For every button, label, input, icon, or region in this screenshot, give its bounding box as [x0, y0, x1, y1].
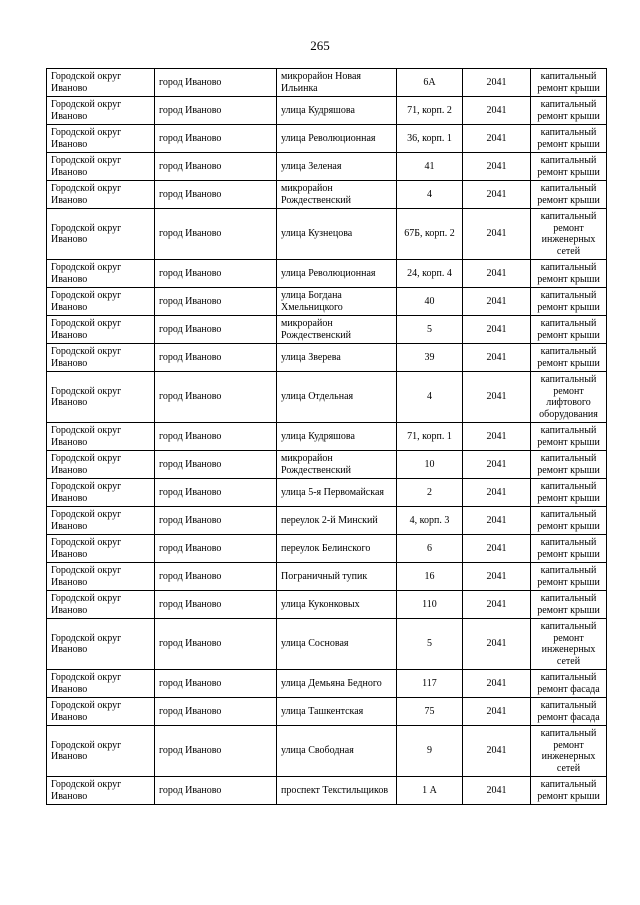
- cell-street: микрорайон Новая Ильинка: [277, 69, 397, 97]
- cell-year: 2041: [463, 451, 531, 479]
- cell-street: улица Революционная: [277, 125, 397, 153]
- cell-okrug: Городской округ Иваново: [47, 698, 155, 726]
- cell-house: 67Б, корп. 2: [397, 209, 463, 260]
- table-row: [47, 777, 607, 805]
- cell-okrug: Городской округ Иваново: [47, 260, 155, 288]
- cell-okrug: Городской округ Иваново: [47, 619, 155, 670]
- table-row: [47, 344, 607, 372]
- cell-year: 2041: [463, 153, 531, 181]
- cell-city: город Иваново: [155, 153, 277, 181]
- cell-work: капитальный ремонт крыши: [531, 591, 607, 619]
- cell-house: 40: [397, 288, 463, 316]
- cell-house: 36, корп. 1: [397, 125, 463, 153]
- cell-house: 4: [397, 372, 463, 423]
- cell-year: 2041: [463, 69, 531, 97]
- cell-city: город Иваново: [155, 316, 277, 344]
- cell-city: город Иваново: [155, 372, 277, 423]
- table-row: [47, 726, 607, 777]
- cell-house: 5: [397, 619, 463, 670]
- cell-house: 71, корп. 2: [397, 97, 463, 125]
- cell-okrug: Городской округ Иваново: [47, 372, 155, 423]
- table-row: [47, 451, 607, 479]
- cell-city: город Иваново: [155, 619, 277, 670]
- table-row: [47, 507, 607, 535]
- cell-street: улица Кудряшова: [277, 97, 397, 125]
- cell-okrug: Городской округ Иваново: [47, 288, 155, 316]
- cell-house: 16: [397, 563, 463, 591]
- cell-street: улица Богдана Хмельницкого: [277, 288, 397, 316]
- cell-year: 2041: [463, 423, 531, 451]
- cell-house: 39: [397, 344, 463, 372]
- cell-house: 1 А: [397, 777, 463, 805]
- cell-work: капитальный ремонт крыши: [531, 181, 607, 209]
- cell-work: капитальный ремонт крыши: [531, 423, 607, 451]
- cell-year: 2041: [463, 260, 531, 288]
- cell-house: 2: [397, 479, 463, 507]
- cell-street: улица Зеленая: [277, 153, 397, 181]
- cell-okrug: Городской округ Иваново: [47, 209, 155, 260]
- cell-work: капитальный ремонт крыши: [531, 563, 607, 591]
- cell-okrug: Городской округ Иваново: [47, 726, 155, 777]
- cell-okrug: Городской округ Иваново: [47, 344, 155, 372]
- cell-work: капитальный ремонт крыши: [531, 125, 607, 153]
- cell-work: капитальный ремонт лифтового оборудования: [531, 372, 607, 423]
- cell-house: 71, корп. 1: [397, 423, 463, 451]
- cell-house: 75: [397, 698, 463, 726]
- cell-work: капитальный ремонт крыши: [531, 288, 607, 316]
- cell-street: улица Куконковых: [277, 591, 397, 619]
- table-row: [47, 698, 607, 726]
- cell-year: 2041: [463, 698, 531, 726]
- cell-okrug: Городской округ Иваново: [47, 479, 155, 507]
- cell-work: капитальный ремонт крыши: [531, 316, 607, 344]
- page-number: 265: [310, 38, 330, 53]
- cell-work: капитальный ремонт инженерных сетей: [531, 726, 607, 777]
- cell-okrug: Городской округ Иваново: [47, 153, 155, 181]
- cell-work: капитальный ремонт крыши: [531, 535, 607, 563]
- cell-okrug: Городской округ Иваново: [47, 316, 155, 344]
- cell-work: капитальный ремонт инженерных сетей: [531, 619, 607, 670]
- cell-city: город Иваново: [155, 670, 277, 698]
- cell-street: Пограничный тупик: [277, 563, 397, 591]
- table-row: [47, 372, 607, 423]
- cell-street: микрорайон Рождественский: [277, 451, 397, 479]
- cell-year: 2041: [463, 181, 531, 209]
- cell-work: капитальный ремонт крыши: [531, 260, 607, 288]
- cell-street: микрорайон Рождественский: [277, 181, 397, 209]
- cell-city: город Иваново: [155, 288, 277, 316]
- cell-year: 2041: [463, 316, 531, 344]
- cell-city: город Иваново: [155, 209, 277, 260]
- cell-street: улица 5-я Первомайская: [277, 479, 397, 507]
- cell-street: микрорайон Рождественский: [277, 316, 397, 344]
- cell-city: город Иваново: [155, 777, 277, 805]
- cell-year: 2041: [463, 535, 531, 563]
- cell-city: город Иваново: [155, 591, 277, 619]
- cell-city: город Иваново: [155, 451, 277, 479]
- cell-okrug: Городской округ Иваново: [47, 69, 155, 97]
- cell-city: город Иваново: [155, 698, 277, 726]
- table-row: [47, 153, 607, 181]
- cell-city: город Иваново: [155, 726, 277, 777]
- table-row: [47, 670, 607, 698]
- cell-okrug: Городской округ Иваново: [47, 97, 155, 125]
- cell-street: улица Зверева: [277, 344, 397, 372]
- housing-repair-table: [46, 68, 607, 805]
- cell-year: 2041: [463, 726, 531, 777]
- cell-year: 2041: [463, 288, 531, 316]
- cell-house: 6А: [397, 69, 463, 97]
- cell-house: 24, корп. 4: [397, 260, 463, 288]
- cell-city: город Иваново: [155, 125, 277, 153]
- table-row: [47, 260, 607, 288]
- table-row: [47, 423, 607, 451]
- table-row: [47, 97, 607, 125]
- cell-street: улица Свободная: [277, 726, 397, 777]
- table-row: [47, 316, 607, 344]
- cell-year: 2041: [463, 591, 531, 619]
- cell-work: капитальный ремонт крыши: [531, 479, 607, 507]
- cell-work: капитальный ремонт крыши: [531, 507, 607, 535]
- cell-street: улица Ташкентская: [277, 698, 397, 726]
- cell-city: город Иваново: [155, 563, 277, 591]
- cell-year: 2041: [463, 507, 531, 535]
- cell-city: город Иваново: [155, 507, 277, 535]
- table-row: [47, 619, 607, 670]
- cell-house: 4, корп. 3: [397, 507, 463, 535]
- cell-city: город Иваново: [155, 479, 277, 507]
- cell-year: 2041: [463, 209, 531, 260]
- table-body: [47, 69, 607, 805]
- cell-house: 10: [397, 451, 463, 479]
- cell-street: проспект Текстильщиков: [277, 777, 397, 805]
- cell-year: 2041: [463, 619, 531, 670]
- cell-work: капитальный ремонт фасада: [531, 698, 607, 726]
- cell-street: улица Кузнецова: [277, 209, 397, 260]
- cell-city: город Иваново: [155, 69, 277, 97]
- cell-house: 41: [397, 153, 463, 181]
- cell-city: город Иваново: [155, 181, 277, 209]
- cell-house: 4: [397, 181, 463, 209]
- cell-city: город Иваново: [155, 97, 277, 125]
- cell-work: капитальный ремонт крыши: [531, 97, 607, 125]
- cell-house: 5: [397, 316, 463, 344]
- table-row: [47, 535, 607, 563]
- cell-year: 2041: [463, 372, 531, 423]
- cell-year: 2041: [463, 125, 531, 153]
- cell-work: капитальный ремонт инженерных сетей: [531, 209, 607, 260]
- cell-year: 2041: [463, 97, 531, 125]
- cell-okrug: Городской округ Иваново: [47, 777, 155, 805]
- cell-work: капитальный ремонт крыши: [531, 344, 607, 372]
- table-row: [47, 288, 607, 316]
- cell-city: город Иваново: [155, 423, 277, 451]
- table-row: [47, 181, 607, 209]
- cell-street: переулок Белинского: [277, 535, 397, 563]
- cell-work: капитальный ремонт крыши: [531, 69, 607, 97]
- cell-city: город Иваново: [155, 344, 277, 372]
- cell-house: 6: [397, 535, 463, 563]
- cell-year: 2041: [463, 479, 531, 507]
- cell-year: 2041: [463, 563, 531, 591]
- cell-okrug: Городской округ Иваново: [47, 670, 155, 698]
- table-row: [47, 479, 607, 507]
- cell-okrug: Городской округ Иваново: [47, 563, 155, 591]
- table-row: [47, 209, 607, 260]
- cell-street: улица Отдельная: [277, 372, 397, 423]
- cell-work: капитальный ремонт крыши: [531, 777, 607, 805]
- cell-street: улица Сосновая: [277, 619, 397, 670]
- cell-house: 117: [397, 670, 463, 698]
- table-row: [47, 125, 607, 153]
- cell-city: город Иваново: [155, 260, 277, 288]
- cell-okrug: Городской округ Иваново: [47, 125, 155, 153]
- cell-okrug: Городской округ Иваново: [47, 181, 155, 209]
- cell-work: капитальный ремонт крыши: [531, 451, 607, 479]
- cell-okrug: Городской округ Иваново: [47, 451, 155, 479]
- cell-year: 2041: [463, 777, 531, 805]
- cell-street: улица Революционная: [277, 260, 397, 288]
- cell-work: капитальный ремонт крыши: [531, 153, 607, 181]
- cell-house: 110: [397, 591, 463, 619]
- table-row: [47, 69, 607, 97]
- cell-okrug: Городской округ Иваново: [47, 507, 155, 535]
- cell-year: 2041: [463, 344, 531, 372]
- cell-city: город Иваново: [155, 535, 277, 563]
- cell-street: улица Кудряшова: [277, 423, 397, 451]
- table-row: [47, 563, 607, 591]
- cell-house: 9: [397, 726, 463, 777]
- table-row: [47, 591, 607, 619]
- cell-okrug: Городской округ Иваново: [47, 591, 155, 619]
- cell-year: 2041: [463, 670, 531, 698]
- cell-okrug: Городской округ Иваново: [47, 535, 155, 563]
- cell-street: улица Демьяна Бедного: [277, 670, 397, 698]
- cell-work: капитальный ремонт фасада: [531, 670, 607, 698]
- cell-street: переулок 2-й Минский: [277, 507, 397, 535]
- cell-okrug: Городской округ Иваново: [47, 423, 155, 451]
